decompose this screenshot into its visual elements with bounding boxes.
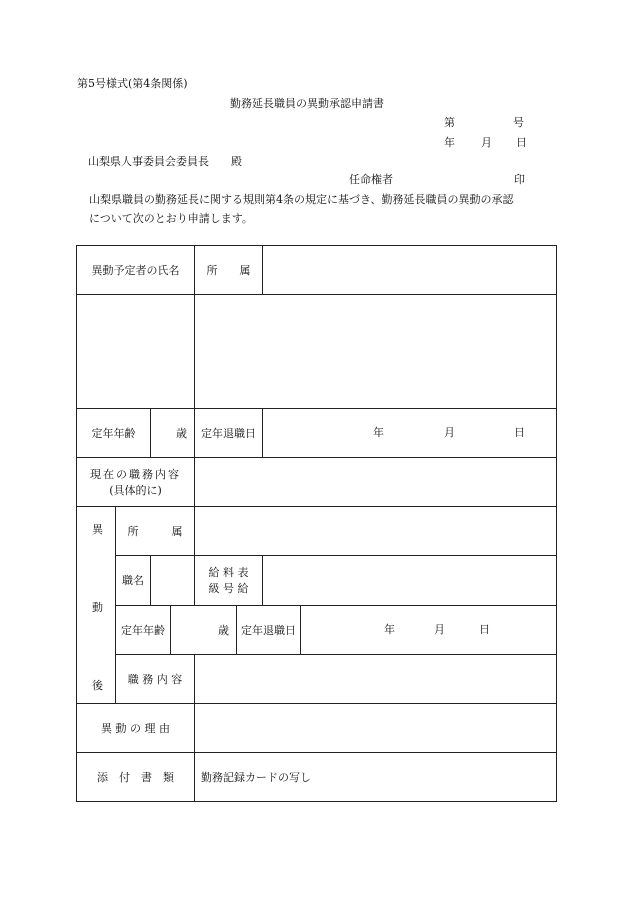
form-number: 第5号様式(第4条関係) [77, 77, 188, 90]
current-duties-title: 現在の職務内容 [90, 468, 181, 481]
current-duties-label [77, 458, 195, 507]
row-after-title [77, 556, 557, 605]
salary-value[interactable] [263, 556, 557, 605]
retire-age-value[interactable] [151, 409, 195, 458]
date-year: 年 [444, 136, 455, 149]
after-duties-value[interactable] [195, 654, 557, 703]
number-go: 号 [513, 116, 524, 129]
after-duties-label: 職 務 内 容 [116, 654, 195, 703]
row-after-retirement [77, 605, 557, 654]
date-day: 日 [516, 136, 527, 149]
affiliation-detail[interactable] [195, 295, 557, 409]
row-name-blank [77, 295, 557, 409]
affiliation-label: 所 属 [195, 246, 263, 295]
form-title: 勤務延長職員の異動承認申請書 [230, 97, 384, 110]
after-affiliation-value[interactable] [195, 507, 557, 556]
after-title-label: 職名 [116, 556, 151, 605]
row-retirement [77, 409, 557, 458]
after-retire-age-label: 定年年齢 [116, 605, 171, 654]
row-name [77, 246, 557, 295]
salary-label [195, 556, 263, 605]
attachment-value: 勤務記録カードの写し [195, 753, 557, 802]
salary-line2: 級 号 給 [208, 582, 249, 596]
name-label: 異動予定者の氏名 [77, 246, 195, 295]
retire-date-value[interactable] [263, 409, 557, 458]
row-attachment [77, 753, 557, 802]
after-char-1: 異 [92, 523, 103, 536]
affiliation-value[interactable] [263, 246, 557, 295]
retire-day: 日 [514, 426, 525, 439]
reason-label: 異 動 の 理 由 [77, 704, 195, 753]
after-retire-date-value[interactable] [301, 605, 557, 654]
after-retire-year: 年 [384, 622, 395, 636]
after-retire-month: 月 [434, 622, 445, 636]
after-retire-date-label: 定年退職日 [237, 605, 301, 654]
body-text-line2: について次のとおり申請します。 [89, 212, 253, 225]
row-after-duties [77, 654, 557, 703]
retire-month: 月 [444, 426, 455, 439]
addressee: 山梨県人事委員会委員長 殿 [88, 155, 242, 168]
salary-line1: 給 料 表 [208, 566, 249, 580]
application-table [76, 245, 557, 802]
retire-year: 年 [373, 426, 384, 439]
age-unit: 歳 [176, 427, 187, 440]
after-age-unit: 歳 [218, 623, 229, 637]
current-duties-value[interactable] [195, 458, 557, 507]
row-after-affiliation [77, 507, 557, 556]
date-month: 月 [481, 136, 492, 149]
appointer-label: 任命権者 [349, 173, 393, 186]
number-dai: 第 [444, 116, 455, 129]
after-char-3: 後 [92, 679, 103, 692]
after-title-value[interactable] [151, 556, 195, 605]
after-retire-day: 日 [479, 622, 490, 636]
seal-mark: 印 [514, 173, 525, 186]
after-affiliation-label: 所 属 [116, 507, 195, 556]
name-value[interactable] [77, 295, 195, 409]
body-text-line1: 山梨県職員の勤務延長に関する規則第4条の規定に基づき、勤務延長職員の異動の承認 [89, 193, 514, 206]
attachment-label: 添 付 書 類 [77, 753, 195, 802]
after-char-2: 動 [92, 601, 103, 614]
reason-value[interactable] [195, 704, 557, 753]
after-transfer-label [77, 507, 116, 704]
after-retire-age-value[interactable] [171, 605, 237, 654]
row-reason [77, 704, 557, 753]
retire-age-label: 定年年齢 [77, 409, 151, 458]
row-current-duties [77, 458, 557, 507]
current-duties-sub: (具体的に) [109, 484, 162, 497]
retire-date-label: 定年退職日 [195, 409, 263, 458]
